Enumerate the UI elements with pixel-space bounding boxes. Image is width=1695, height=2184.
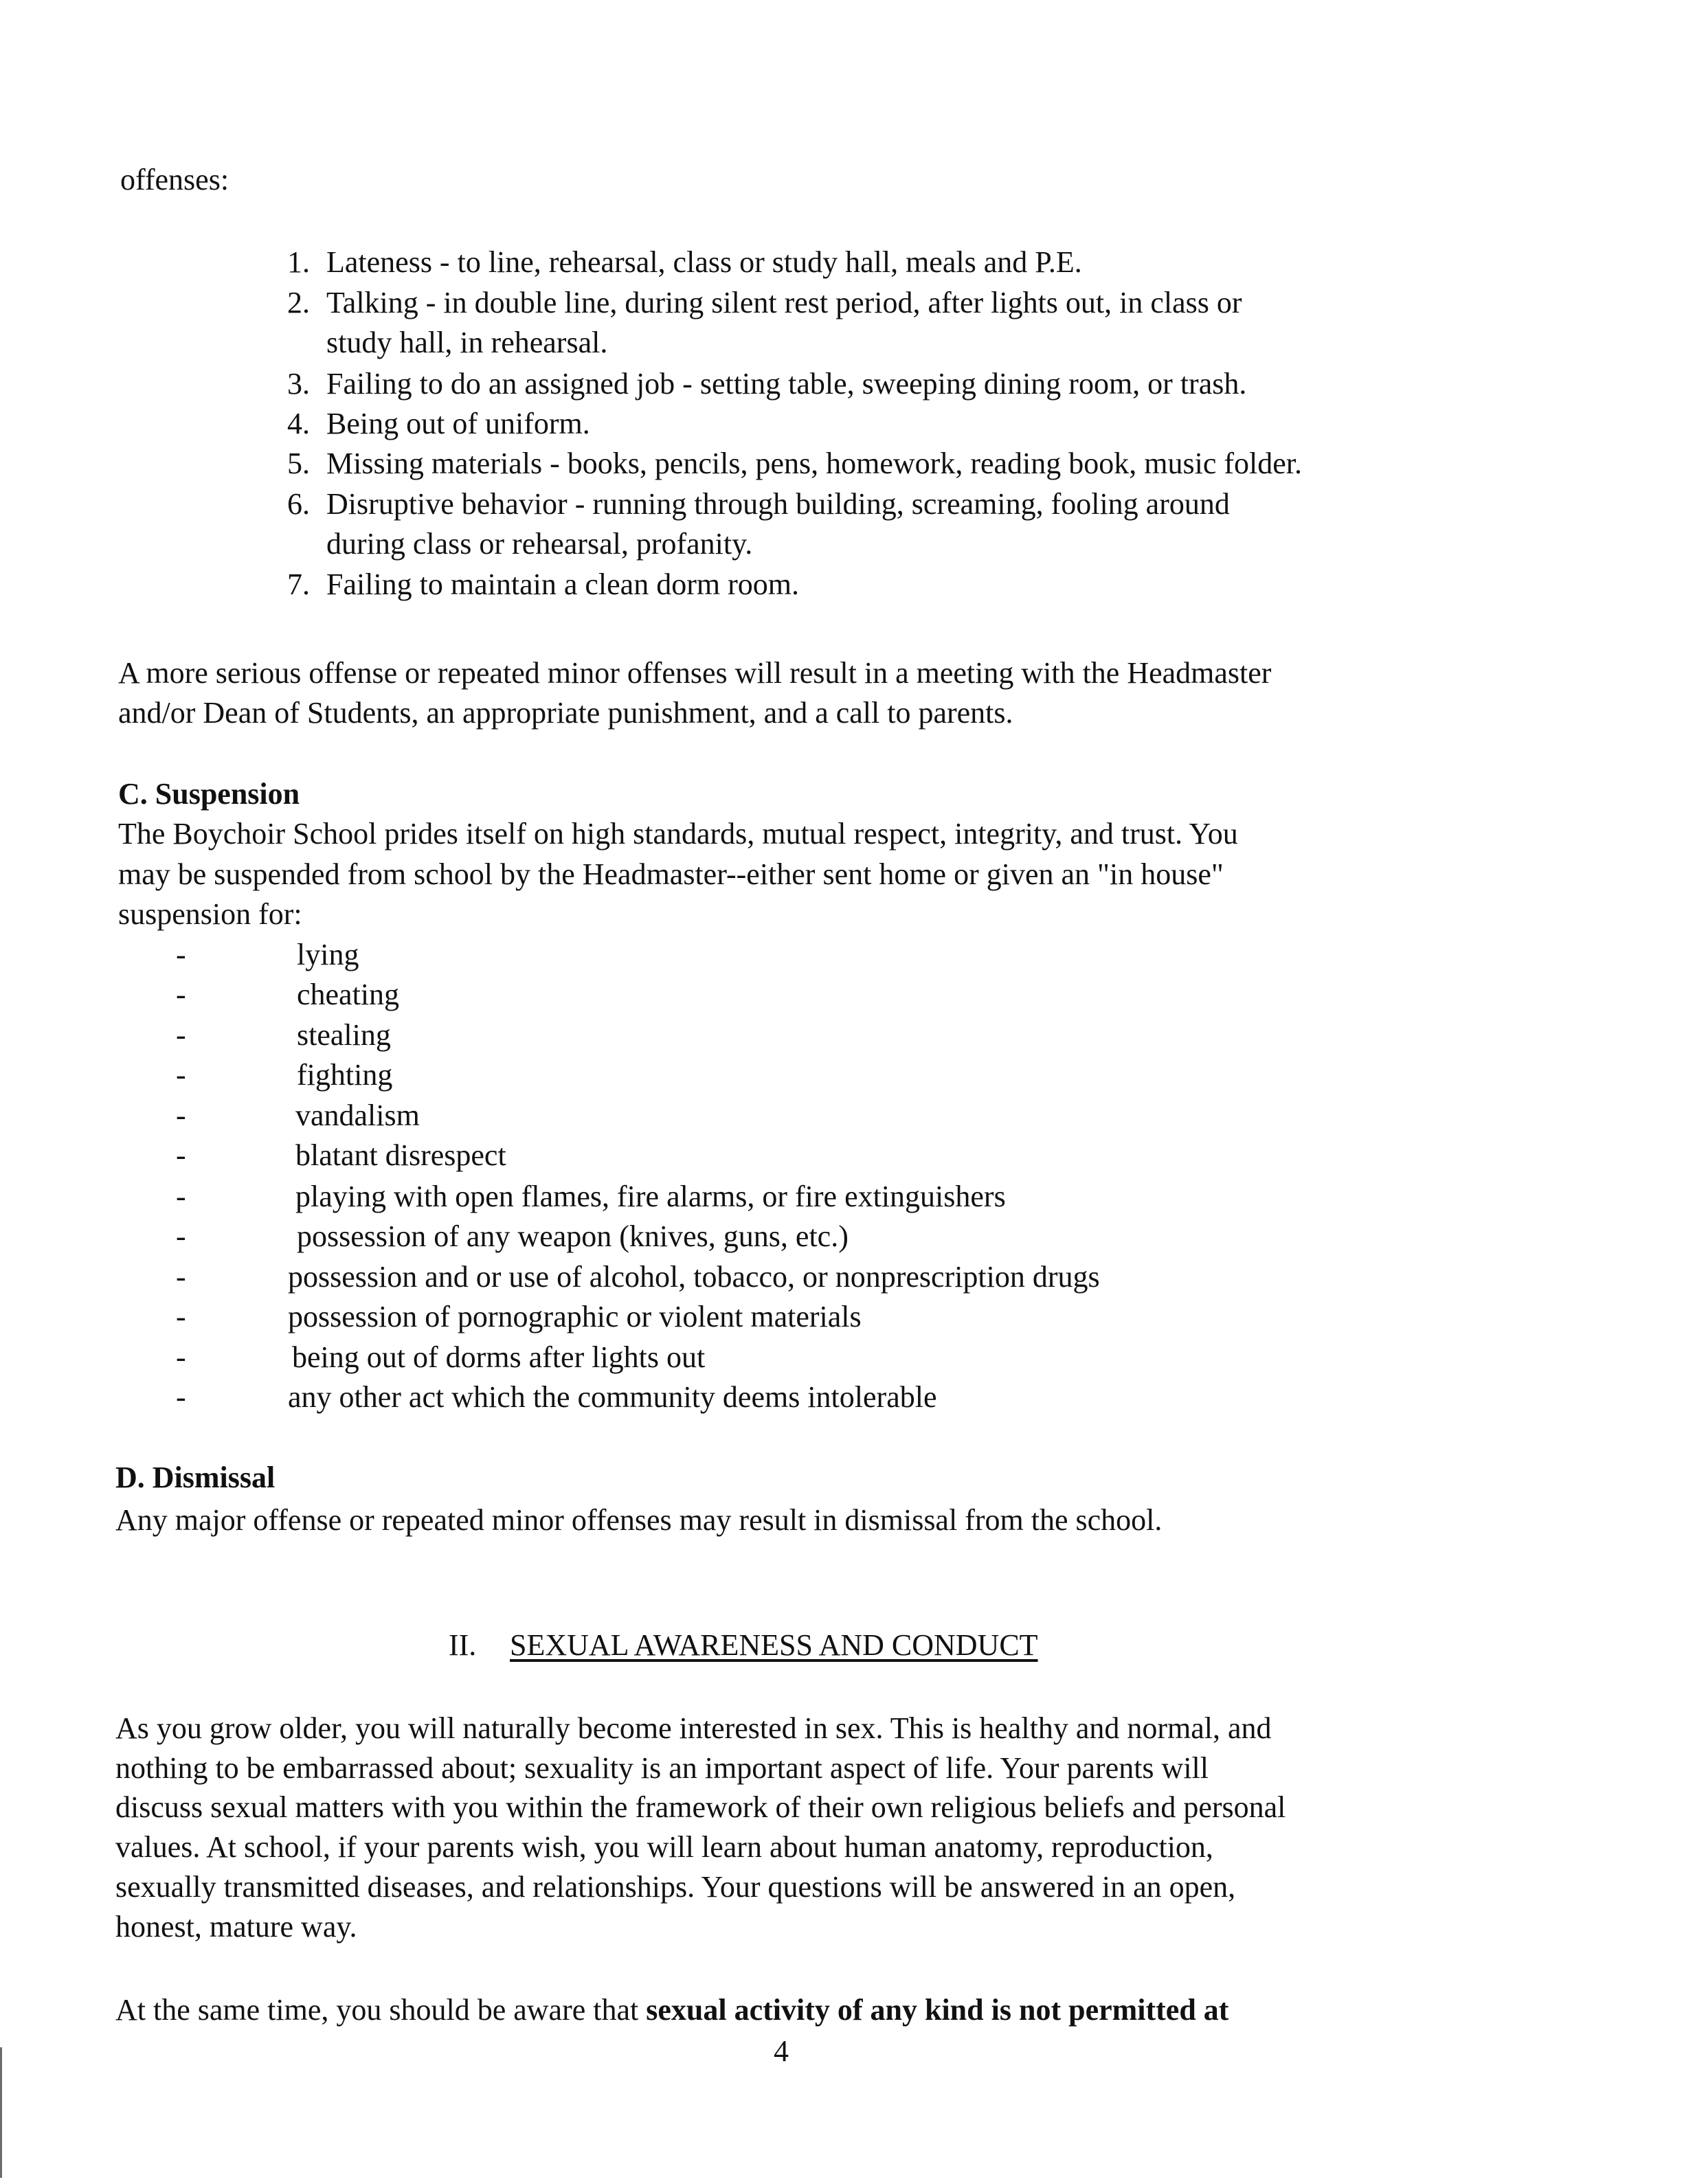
list-item: possession of any weapon (knives, guns, etc.) (297, 1219, 849, 1253)
bullet-dash: - (176, 1340, 186, 1374)
page-number: 4 (774, 2034, 789, 2068)
list-item: Lateness - to line, rehearsal, class or study hall, meals and P.E. (326, 245, 1082, 279)
list-item: Failing to maintain a clean dorm room. (326, 567, 799, 601)
list-item-number: 2. (287, 286, 310, 319)
list-item: Failing to do an assigned job - setting table, sweeping dining room, or trash. (326, 367, 1247, 401)
paragraph-line: values. At school, if your parents wish, you will learn about human anatomy, reproduction, (115, 1830, 1213, 1864)
bullet-dash: - (176, 1018, 186, 1052)
section-title: SEXUAL AWARENESS AND CONDUCT (510, 1628, 1038, 1662)
list-item: Missing materials - books, pencils, pens, homework, reading book, music folder. (326, 447, 1302, 480)
list-item: cheating (297, 978, 400, 1011)
list-item: possession and or use of alcohol, tobacco, or nonprescription drugs (288, 1260, 1100, 1294)
suspension-heading: C. Suspension (118, 777, 300, 811)
list-item-continuation: during class or rehearsal, profanity. (326, 527, 753, 561)
paragraph-line: discuss sexual matters with you within the framework of their own religious beliefs and personal (115, 1790, 1286, 1824)
list-item: playing with open flames, fire alarms, or fire extinguishers (295, 1180, 1006, 1213)
paragraph-line: sexually transmitted diseases, and relationships. Your questions will be answered in an open, (115, 1870, 1236, 1904)
bullet-dash: - (176, 1058, 186, 1092)
paragraph-line: honest, mature way. (115, 1910, 357, 1944)
bullet-dash: - (176, 1300, 186, 1333)
scan-edge-mark (0, 2047, 2, 2178)
bullet-dash: - (176, 1219, 186, 1253)
list-item-number: 6. (287, 487, 310, 521)
list-item: vandalism (295, 1099, 420, 1132)
list-item: fighting (297, 1058, 393, 1092)
list-item: any other act which the community deems intolerable (288, 1380, 937, 1414)
paragraph-line: As you grow older, you will naturally become interested in sex. This is healthy and normal, and (115, 1711, 1272, 1745)
paragraph-line: The Boychoir School prides itself on high standards, mutual respect, integrity, and trust. You (118, 817, 1238, 851)
list-item: blatant disrespect (295, 1138, 506, 1172)
final-line (115, 1992, 1228, 2028)
list-item-number: 1. (287, 245, 310, 279)
list-item: being out of dorms after lights out (292, 1340, 706, 1374)
list-item-number: 3. (287, 367, 310, 401)
bullet-dash: - (176, 1380, 186, 1414)
paragraph-line: A more serious offense or repeated minor offenses will result in a meeting with the Headmaster (118, 656, 1272, 690)
intro-text: offenses: (120, 163, 229, 196)
paragraph-line: may be suspended from school by the Headmaster--either sent home or given an "in house" (118, 857, 1224, 891)
list-item: possession of pornographic or violent materials (288, 1300, 862, 1333)
bullet-dash: - (176, 1180, 186, 1213)
bullet-dash: - (176, 1260, 186, 1294)
paragraph-line: and/or Dean of Students, an appropriate punishment, and a call to parents. (118, 696, 1013, 730)
list-item-number: 7. (287, 567, 310, 601)
list-item-continuation: study hall, in rehearsal. (326, 326, 608, 359)
list-item: stealing (297, 1018, 391, 1052)
dismissal-paragraph: Any major offense or repeated minor offenses may result in dismissal from the school. (115, 1503, 1163, 1537)
paragraph-line: suspension for: (118, 897, 302, 931)
bullet-dash: - (176, 1138, 186, 1172)
bullet-dash: - (176, 938, 186, 971)
section-numeral: II. (449, 1628, 477, 1662)
bullet-dash: - (176, 978, 186, 1011)
list-item-number: 4. (287, 407, 310, 440)
list-item: Being out of uniform. (326, 407, 590, 440)
final-line-bold: sexual activity of any kind is not permitted at (646, 1993, 1229, 2027)
final-line-normal: At the same time, you should be aware that (115, 1993, 647, 2027)
bullet-dash: - (176, 1099, 186, 1132)
list-item: Disruptive behavior - running through building, screaming, fooling around (326, 487, 1230, 521)
list-item: Talking - in double line, during silent rest period, after lights out, in class or (326, 286, 1242, 319)
dismissal-heading: D. Dismissal (115, 1461, 276, 1494)
list-item-number: 5. (287, 447, 310, 480)
list-item: lying (297, 938, 359, 971)
paragraph-line: nothing to be embarrassed about; sexuality is an important aspect of life. Your parents will (115, 1751, 1209, 1785)
